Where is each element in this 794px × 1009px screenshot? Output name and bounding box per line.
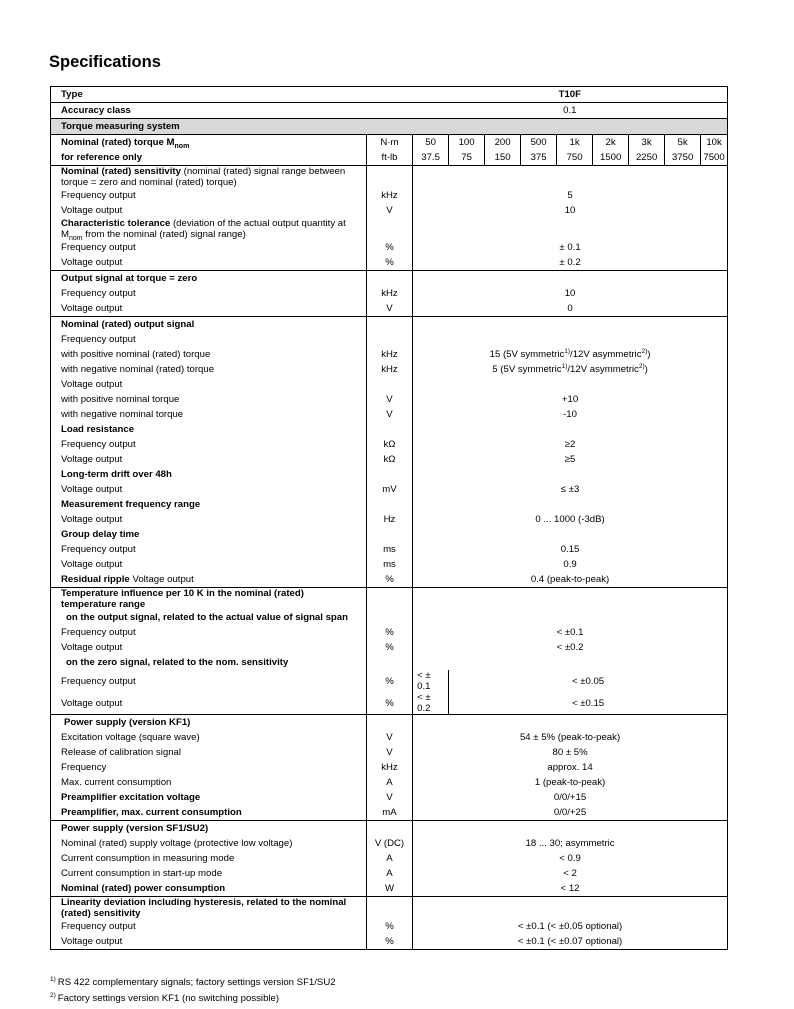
char-tol-header bbox=[51, 218, 728, 240]
zero-signal-row bbox=[51, 286, 728, 301]
power-sf1-row bbox=[51, 836, 728, 851]
freq-range-header bbox=[51, 497, 728, 512]
reference-torque-value: 150 bbox=[485, 150, 521, 166]
spec-label: on the zero signal, related to the nom. sensitivity bbox=[66, 657, 289, 668]
spec-value: < ±0.2 bbox=[413, 640, 728, 655]
spec-value bbox=[413, 377, 728, 392]
spec-value bbox=[413, 422, 728, 437]
spec-label: Nominal (rated) output signal bbox=[51, 317, 367, 333]
spec-label: Preamplifier excitation voltage bbox=[61, 792, 201, 803]
sensitivity-row bbox=[51, 188, 728, 203]
spec-value bbox=[413, 821, 728, 837]
reference-torque-value: 37.5 bbox=[413, 150, 449, 166]
spec-unit: % bbox=[366, 919, 412, 934]
group-delay-row bbox=[51, 557, 728, 572]
nominal-power-row bbox=[51, 881, 728, 897]
spec-label: with positive nominal (rated) torque bbox=[61, 349, 211, 360]
nominal-torque-row bbox=[51, 135, 728, 151]
spec-unit: ms bbox=[366, 557, 412, 572]
spec-label: Frequency bbox=[61, 762, 107, 773]
spec-value bbox=[413, 218, 728, 240]
drift-row bbox=[51, 482, 728, 497]
spec-unit: mV bbox=[366, 482, 412, 497]
spec-value bbox=[413, 332, 728, 347]
spec-value: 10 bbox=[413, 286, 728, 301]
spec-label: Voltage output bbox=[61, 642, 123, 653]
spec-value: 80 ± 5% bbox=[413, 745, 728, 760]
reference-torque-unit: ft-lb bbox=[366, 150, 412, 166]
spec-label: Current consumption in start-up mode bbox=[61, 868, 223, 879]
spec-label: Frequency output bbox=[61, 544, 136, 555]
nominal-torque-value: 3k bbox=[629, 135, 665, 151]
ripple-row bbox=[51, 572, 728, 588]
power-sf1-row bbox=[51, 851, 728, 866]
reference-torque-value: 375 bbox=[521, 150, 557, 166]
spec-label: Temperature influence per 10 K in the nominal (rated) temperature range bbox=[51, 588, 367, 611]
spec-unit bbox=[366, 715, 412, 731]
spec-unit: A bbox=[366, 866, 412, 881]
temp-output-header bbox=[51, 610, 728, 625]
torque-system-row bbox=[51, 119, 728, 135]
preamp-voltage-row bbox=[51, 790, 728, 805]
power-kf1-row bbox=[51, 730, 728, 745]
spec-label: Voltage output bbox=[61, 454, 123, 465]
load-resistance-row bbox=[51, 452, 728, 467]
spec-label: Nominal (rated) power consumption bbox=[61, 883, 226, 894]
spec-label: Group delay time bbox=[61, 529, 140, 540]
linearity-row bbox=[51, 919, 728, 934]
spec-unit: % bbox=[366, 572, 412, 588]
sensitivity-row bbox=[51, 203, 728, 218]
spec-value: 5 bbox=[413, 188, 728, 203]
spec-label: Voltage output bbox=[61, 514, 123, 525]
spec-label: Excitation voltage (square wave) bbox=[61, 732, 200, 743]
spec-label: Measurement frequency range bbox=[61, 499, 201, 510]
spec-unit: % bbox=[366, 670, 412, 692]
spec-value: < 12 bbox=[413, 881, 728, 897]
spec-value: 18 ... 30; asymmetric bbox=[413, 836, 728, 851]
spec-value: < ±0.15 bbox=[449, 692, 728, 715]
spec-value bbox=[413, 715, 728, 731]
spec-label: Voltage output bbox=[61, 559, 123, 570]
spec-value: ≥2 bbox=[413, 437, 728, 452]
spec-value: 0 bbox=[413, 301, 728, 317]
nominal-torque-value: 10k bbox=[701, 135, 728, 151]
spec-unit bbox=[366, 897, 412, 920]
spec-unit: mA bbox=[366, 805, 412, 821]
group-delay-row bbox=[51, 542, 728, 557]
spec-value bbox=[413, 497, 728, 512]
spec-unit: W bbox=[366, 881, 412, 897]
spec-value bbox=[413, 271, 728, 287]
spec-label: Linearity deviation including hysteresis, related to the nominal (rated) sensitivity bbox=[51, 897, 367, 920]
accuracy-label: Accuracy class bbox=[51, 103, 367, 119]
spec-unit: % bbox=[366, 640, 412, 655]
spec-value: < ±0.1 bbox=[413, 625, 728, 640]
page-title: Specifications bbox=[49, 53, 161, 71]
type-label: Type bbox=[51, 87, 367, 103]
spec-label: Characteristic tolerance (deviation of the actual output quantity at $M_{nom}$ from the nominal (rated) signal range) bbox=[61, 218, 346, 242]
power-kf1-row bbox=[51, 760, 728, 775]
specifications-body bbox=[51, 87, 728, 950]
temp-output-row bbox=[51, 640, 728, 655]
spec-unit bbox=[366, 218, 412, 240]
spec-label: Voltage output bbox=[61, 303, 123, 314]
spec-unit: V (DC) bbox=[366, 836, 412, 851]
spec-value: 0.15 bbox=[413, 542, 728, 557]
zero-signal-row bbox=[51, 301, 728, 317]
spec-unit bbox=[366, 527, 412, 542]
nominal-output-row bbox=[51, 347, 728, 362]
spec-unit: kHz bbox=[366, 286, 412, 301]
char-tol-row bbox=[51, 255, 728, 271]
spec-unit: V bbox=[366, 730, 412, 745]
power-sf1-row bbox=[51, 866, 728, 881]
spec-label: Frequency output bbox=[61, 627, 136, 638]
spec-unit bbox=[366, 467, 412, 482]
spec-label: with negative nominal (rated) torque bbox=[61, 364, 215, 375]
reference-torque-row bbox=[51, 150, 728, 166]
accuracy-row bbox=[51, 103, 728, 119]
load-resistance-row bbox=[51, 437, 728, 452]
power-kf1-row bbox=[51, 775, 728, 790]
spec-label: Voltage output bbox=[61, 257, 123, 268]
nominal-output-header bbox=[51, 317, 728, 333]
spec-unit: % bbox=[366, 934, 412, 950]
spec-value: 54 ± 5% (peak-to-peak) bbox=[413, 730, 728, 745]
spec-value bbox=[413, 166, 728, 189]
reference-torque-value: 1500 bbox=[593, 150, 629, 166]
spec-unit: kHz bbox=[366, 362, 412, 377]
spec-unit bbox=[366, 422, 412, 437]
spec-unit: % bbox=[366, 625, 412, 640]
spec-label: Max. current consumption bbox=[61, 777, 172, 788]
nominal-output-volt-label bbox=[51, 377, 728, 392]
load-resistance-header bbox=[51, 422, 728, 437]
spec-value bbox=[413, 610, 728, 625]
spec-value: 5 (5V symmetric$^{1)}$/12V asymmetric$^{2)}$) bbox=[413, 362, 728, 377]
spec-unit bbox=[366, 332, 412, 347]
spec-unit bbox=[366, 610, 412, 625]
temp-zero-header bbox=[51, 655, 728, 670]
spec-value: 0.4 (peak-to-peak) bbox=[413, 572, 728, 588]
linearity-header bbox=[51, 897, 728, 920]
spec-unit: V bbox=[366, 301, 412, 317]
temp-zero-row bbox=[51, 692, 728, 715]
reference-torque-value: 750 bbox=[557, 150, 593, 166]
footnotes bbox=[50, 974, 336, 1005]
nominal-output-freq-label bbox=[51, 332, 728, 347]
spec-unit: % bbox=[366, 692, 412, 715]
accuracy-value: 0.1 bbox=[413, 103, 728, 119]
spec-label: Power supply (version KF1) bbox=[51, 715, 367, 731]
char-tol-row bbox=[51, 240, 728, 255]
spec-unit: % bbox=[366, 255, 412, 271]
spec-label: Frequency output bbox=[61, 921, 136, 932]
spec-unit: V bbox=[366, 203, 412, 218]
spec-value: ≤ ±3 bbox=[413, 482, 728, 497]
footnote-2: $^{2)}$ Factory settings version KF1 (no switching possible) bbox=[50, 991, 280, 1004]
nominal-torque-value: 2k bbox=[593, 135, 629, 151]
spec-unit bbox=[366, 166, 412, 189]
spec-value: 0/0/+15 bbox=[413, 790, 728, 805]
spec-unit bbox=[366, 588, 412, 611]
nominal-output-row bbox=[51, 362, 728, 377]
spec-unit: kHz bbox=[366, 188, 412, 203]
nominal-torque-unit: N·m bbox=[366, 135, 412, 151]
type-value: T10F bbox=[413, 87, 728, 103]
spec-label: Release of calibration signal bbox=[61, 747, 181, 758]
reference-torque-value: 3750 bbox=[665, 150, 701, 166]
spec-value: 15 (5V symmetric$^{1)}$/12V asymmetric$^{2)}$) bbox=[413, 347, 728, 362]
spec-value: < ±0.1 (< ±0.07 optional) bbox=[413, 934, 728, 950]
spec-label: Load resistance bbox=[61, 424, 135, 435]
spec-value: ± 0.1 bbox=[413, 240, 728, 255]
spec-value: < ±0.1 (< ±0.05 optional) bbox=[413, 919, 728, 934]
spec-unit bbox=[366, 271, 412, 287]
spec-unit: kHz bbox=[366, 760, 412, 775]
spec-value: 10 bbox=[413, 203, 728, 218]
spec-unit: A bbox=[366, 851, 412, 866]
temp-zero-row bbox=[51, 670, 728, 692]
nominal-torque-label: Nominal (rated) torque $M_{nom}$ bbox=[51, 135, 367, 151]
spec-value bbox=[413, 527, 728, 542]
spec-label: Voltage output bbox=[61, 379, 123, 390]
spec-label: Voltage output bbox=[61, 205, 123, 216]
spec-label: Preamplifier, max. current consumption bbox=[61, 807, 242, 818]
preamp-current-row bbox=[51, 805, 728, 821]
linearity-row bbox=[51, 934, 728, 950]
spec-label: Residual ripple Voltage output bbox=[61, 574, 194, 585]
spec-label: with positive nominal torque bbox=[61, 394, 180, 405]
spec-value: 0/0/+25 bbox=[413, 805, 728, 821]
spec-label: with negative nominal torque bbox=[61, 409, 184, 420]
spec-unit: kHz bbox=[366, 347, 412, 362]
spec-value: ± 0.2 bbox=[413, 255, 728, 271]
spec-label: Nominal (rated) sensitivity (nominal (rated) signal range between torque = zero and nominal (rated) torque) bbox=[51, 166, 367, 189]
type-row bbox=[51, 87, 728, 103]
nominal-torque-value: 50 bbox=[413, 135, 449, 151]
spec-unit bbox=[366, 497, 412, 512]
spec-label: Voltage output bbox=[61, 697, 123, 709]
spec-label: Frequency output bbox=[61, 190, 136, 201]
spec-unit: % bbox=[366, 240, 412, 255]
spec-label: Nominal (rated) supply voltage (protective low voltage) bbox=[61, 838, 293, 849]
spec-value-small: < ± 0.1 bbox=[413, 670, 449, 692]
zero-signal-header bbox=[51, 271, 728, 287]
spec-value: < ±0.05 bbox=[449, 670, 728, 692]
footnote-1: $^{1)}$ RS 422 complementary signals; factory settings version SF1/SU2 bbox=[50, 976, 336, 989]
drift-header bbox=[51, 467, 728, 482]
spec-label: Voltage output bbox=[61, 936, 123, 947]
spec-unit: V bbox=[366, 790, 412, 805]
specifications-table bbox=[50, 86, 728, 950]
group-delay-header bbox=[51, 527, 728, 542]
spec-label: Frequency output bbox=[61, 675, 136, 687]
spec-unit: kΩ bbox=[366, 437, 412, 452]
spec-value: 0 ... 1000 (-3dB) bbox=[413, 512, 728, 527]
spec-unit: Hz bbox=[366, 512, 412, 527]
spec-value: 0.9 bbox=[413, 557, 728, 572]
reference-torque-value: 2250 bbox=[629, 150, 665, 166]
spec-unit bbox=[366, 317, 412, 333]
power-kf1-row bbox=[51, 745, 728, 760]
spec-value bbox=[413, 317, 728, 333]
temp-header bbox=[51, 588, 728, 611]
spec-value bbox=[413, 467, 728, 482]
spec-label: Frequency output bbox=[61, 242, 136, 253]
spec-value bbox=[413, 655, 728, 670]
spec-unit: ms bbox=[366, 542, 412, 557]
spec-value bbox=[413, 897, 728, 920]
spec-unit: V bbox=[366, 392, 412, 407]
spec-label: Frequency output bbox=[61, 439, 136, 450]
spec-label: Output signal at torque = zero bbox=[51, 271, 367, 287]
power-kf1-header bbox=[51, 715, 728, 731]
spec-unit: V bbox=[366, 745, 412, 760]
spec-label: Current consumption in measuring mode bbox=[61, 853, 235, 864]
spec-label: Long-term drift over 48h bbox=[61, 469, 172, 480]
spec-value: 1 (peak-to-peak) bbox=[413, 775, 728, 790]
torque-system-label: Torque measuring system bbox=[51, 119, 728, 135]
nominal-torque-value: 200 bbox=[485, 135, 521, 151]
spec-unit: kΩ bbox=[366, 452, 412, 467]
sensitivity-header bbox=[51, 166, 728, 189]
spec-value: < 2 bbox=[413, 866, 728, 881]
temp-output-row bbox=[51, 625, 728, 640]
nominal-torque-value: 100 bbox=[449, 135, 485, 151]
spec-label: Voltage output bbox=[61, 484, 123, 495]
nominal-torque-value: 500 bbox=[521, 135, 557, 151]
reference-torque-value: 7500 bbox=[701, 150, 728, 166]
nominal-torque-value: 1k bbox=[557, 135, 593, 151]
reference-torque-label: for reference only bbox=[61, 152, 143, 163]
reference-torque-value: 75 bbox=[449, 150, 485, 166]
nominal-output-row bbox=[51, 407, 728, 422]
spec-label: Frequency output bbox=[61, 288, 136, 299]
spec-value bbox=[413, 588, 728, 611]
spec-unit bbox=[366, 821, 412, 837]
spec-value: < 0.9 bbox=[413, 851, 728, 866]
spec-value-small: < ± 0.2 bbox=[413, 692, 449, 715]
nominal-torque-value: 5k bbox=[665, 135, 701, 151]
nominal-output-row bbox=[51, 392, 728, 407]
power-sf1-header bbox=[51, 821, 728, 837]
spec-value: +10 bbox=[413, 392, 728, 407]
spec-unit: A bbox=[366, 775, 412, 790]
spec-unit bbox=[366, 377, 412, 392]
spec-label: on the output signal, related to the actual value of signal span bbox=[66, 612, 348, 623]
freq-range-row bbox=[51, 512, 728, 527]
spec-value: -10 bbox=[413, 407, 728, 422]
spec-unit bbox=[366, 655, 412, 670]
spec-label: Frequency output bbox=[61, 334, 136, 345]
spec-label: Power supply (version SF1/SU2) bbox=[51, 821, 367, 837]
spec-unit: V bbox=[366, 407, 412, 422]
spec-value: ≥5 bbox=[413, 452, 728, 467]
spec-value: approx. 14 bbox=[413, 760, 728, 775]
